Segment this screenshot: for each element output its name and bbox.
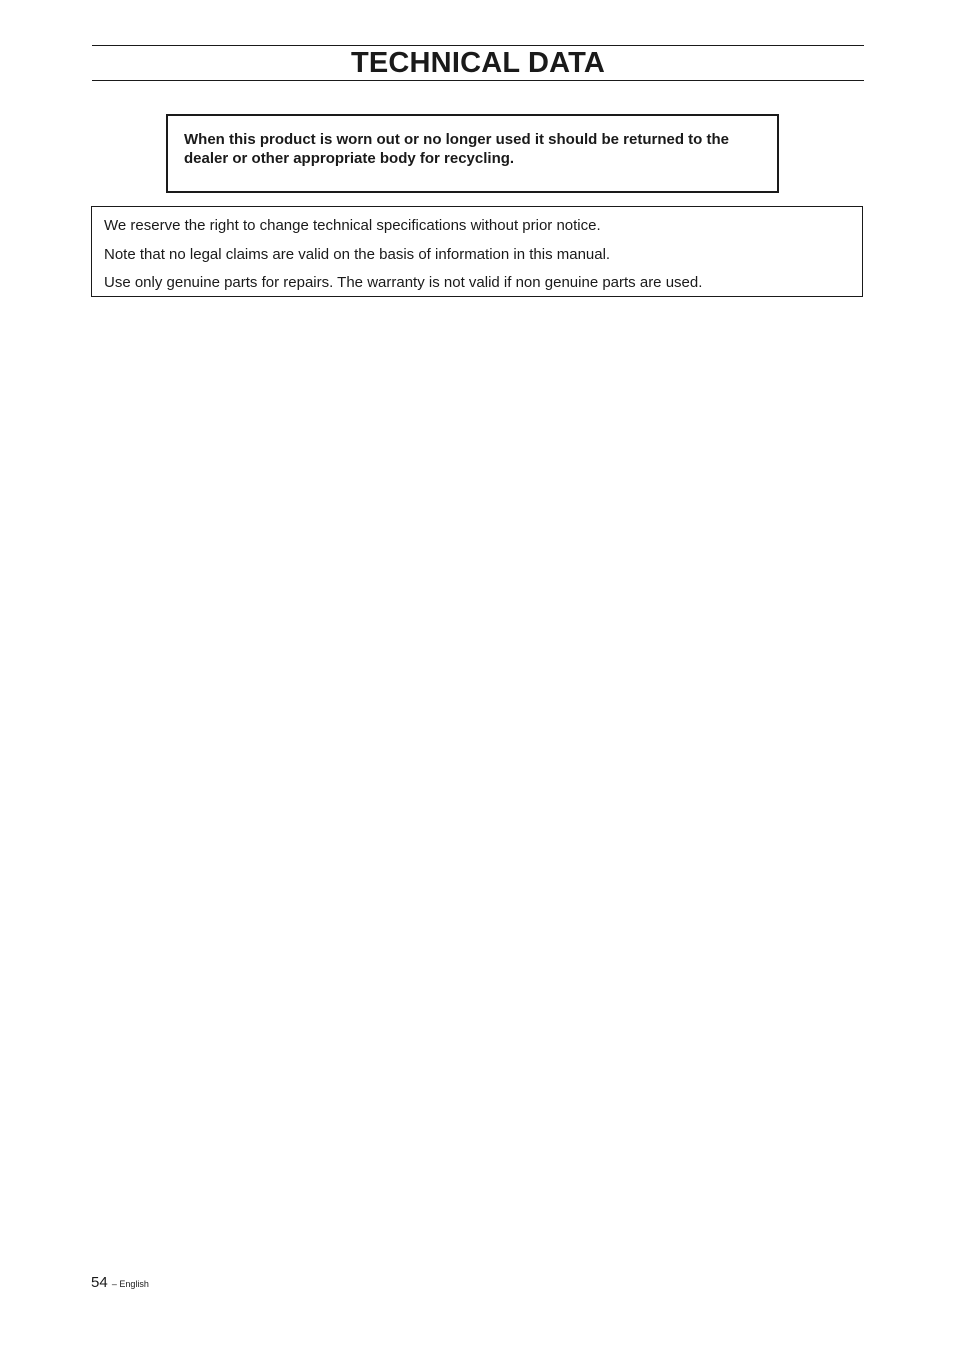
notice-line-specifications: We reserve the right to change technical specifications without prior notice.	[104, 217, 601, 234]
page-footer	[91, 1273, 149, 1294]
notice-line-genuine-parts: Use only genuine parts for repairs. The warranty is not valid if non genuine parts are used.	[104, 274, 703, 291]
footer-language: – English	[111, 1279, 149, 1289]
legal-notice-box	[91, 206, 863, 297]
page-title: TECHNICAL DATA	[350, 47, 606, 79]
page-number: 54	[91, 1274, 108, 1291]
recycling-notice-text: When this product is worn out or no longer used it should be returned to the dealer or other appropriate body for recycling.	[184, 131, 729, 167]
notice-line-legal-claims: Note that no legal claims are valid on the basis of information in this manual.	[104, 245, 611, 263]
recycling-notice-box	[166, 114, 779, 193]
title-bottom-rule	[92, 80, 864, 81]
